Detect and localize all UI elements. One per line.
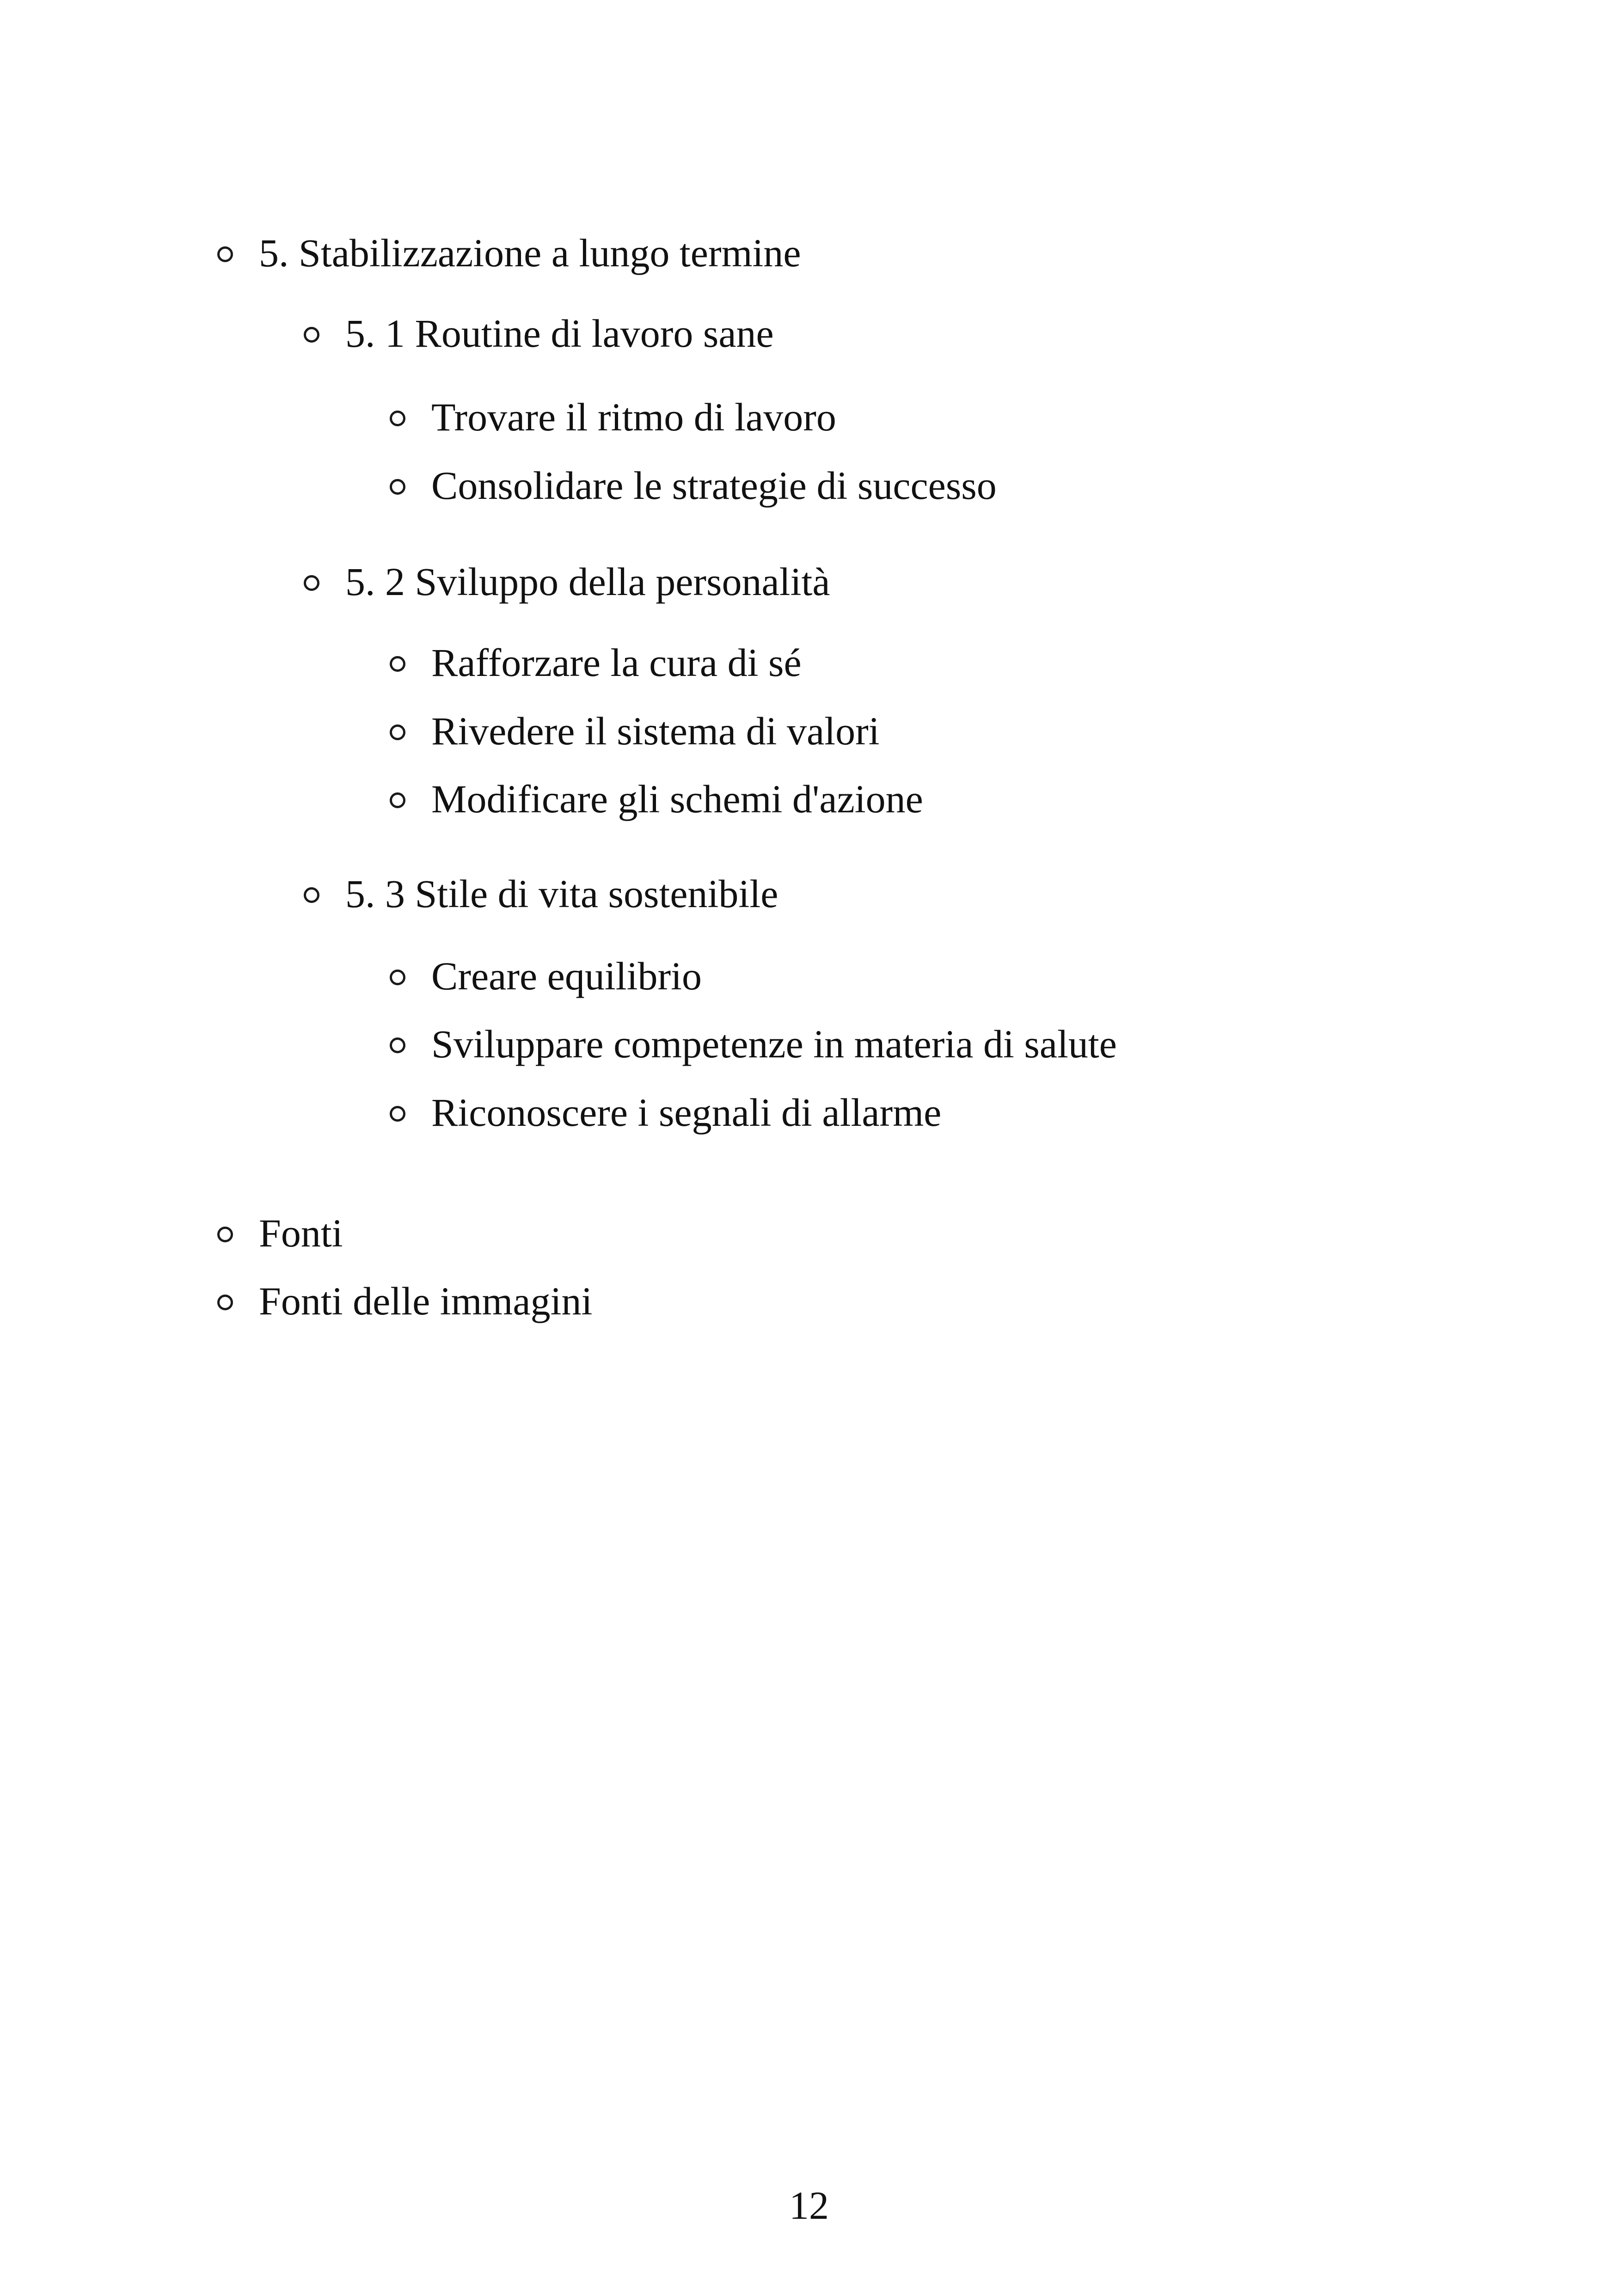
toc-fonti [217,1210,343,1256]
bullet-circle-icon [390,1106,405,1122]
toc-subsection-5-1 [304,310,774,356]
toc-item [390,776,923,822]
toc-item [390,1089,941,1136]
bullet-circle-icon [217,1295,233,1310]
toc-subsection-5-3 [304,871,778,917]
bullet-circle-icon [304,575,319,591]
toc-item-label: Rafforzare la cura di sé [431,640,802,685]
toc-item [390,462,997,509]
bullet-circle-icon [390,656,405,672]
toc-item-label: Modificare gli schemi d'azione [431,777,923,821]
bullet-circle-icon [390,970,405,985]
toc-fonti-immagini-label: Fonti delle immagini [259,1279,593,1323]
bullet-circle-icon [390,411,405,426]
toc-fonti-label: Fonti [259,1211,343,1255]
toc-item-label: Riconoscere i segnali di allarme [431,1090,942,1135]
bullet-circle-icon [390,479,405,495]
toc-item [390,394,836,440]
toc-subsection-title: 5. 1 Routine di lavoro sane [345,311,774,356]
bullet-circle-icon [217,1227,233,1242]
bullet-circle-icon [390,792,405,808]
toc-section-title: 5. Stabilizzazione a lungo termine [259,231,801,275]
bullet-circle-icon [304,327,319,343]
toc-subsection-title: 5. 2 Sviluppo della personalità [345,559,830,604]
toc-item-label: Creare equilibrio [431,954,702,998]
toc-item-label: Consolidare le strategie di successo [431,463,997,508]
toc-item-label: Trovare il ritmo di lavoro [431,395,836,439]
bullet-circle-icon [390,1037,405,1053]
toc-item [390,953,702,999]
toc-subsection-title: 5. 3 Stile di vita sostenibile [345,872,778,916]
toc-item [390,639,802,686]
toc-item-label: Sviluppare competenze in materia di salute [431,1022,1117,1066]
bullet-circle-icon [217,246,233,262]
toc-item-label: Rivedere il sistema di valori [431,709,880,753]
bullet-circle-icon [304,887,319,903]
toc-item [390,708,880,754]
toc-item [390,1021,1117,1067]
toc-fonti-immagini [217,1278,592,1324]
bullet-circle-icon [390,724,405,740]
toc-section-5 [217,230,801,276]
page-number: 12 [789,2183,829,2228]
toc-subsection-5-2 [304,559,830,605]
